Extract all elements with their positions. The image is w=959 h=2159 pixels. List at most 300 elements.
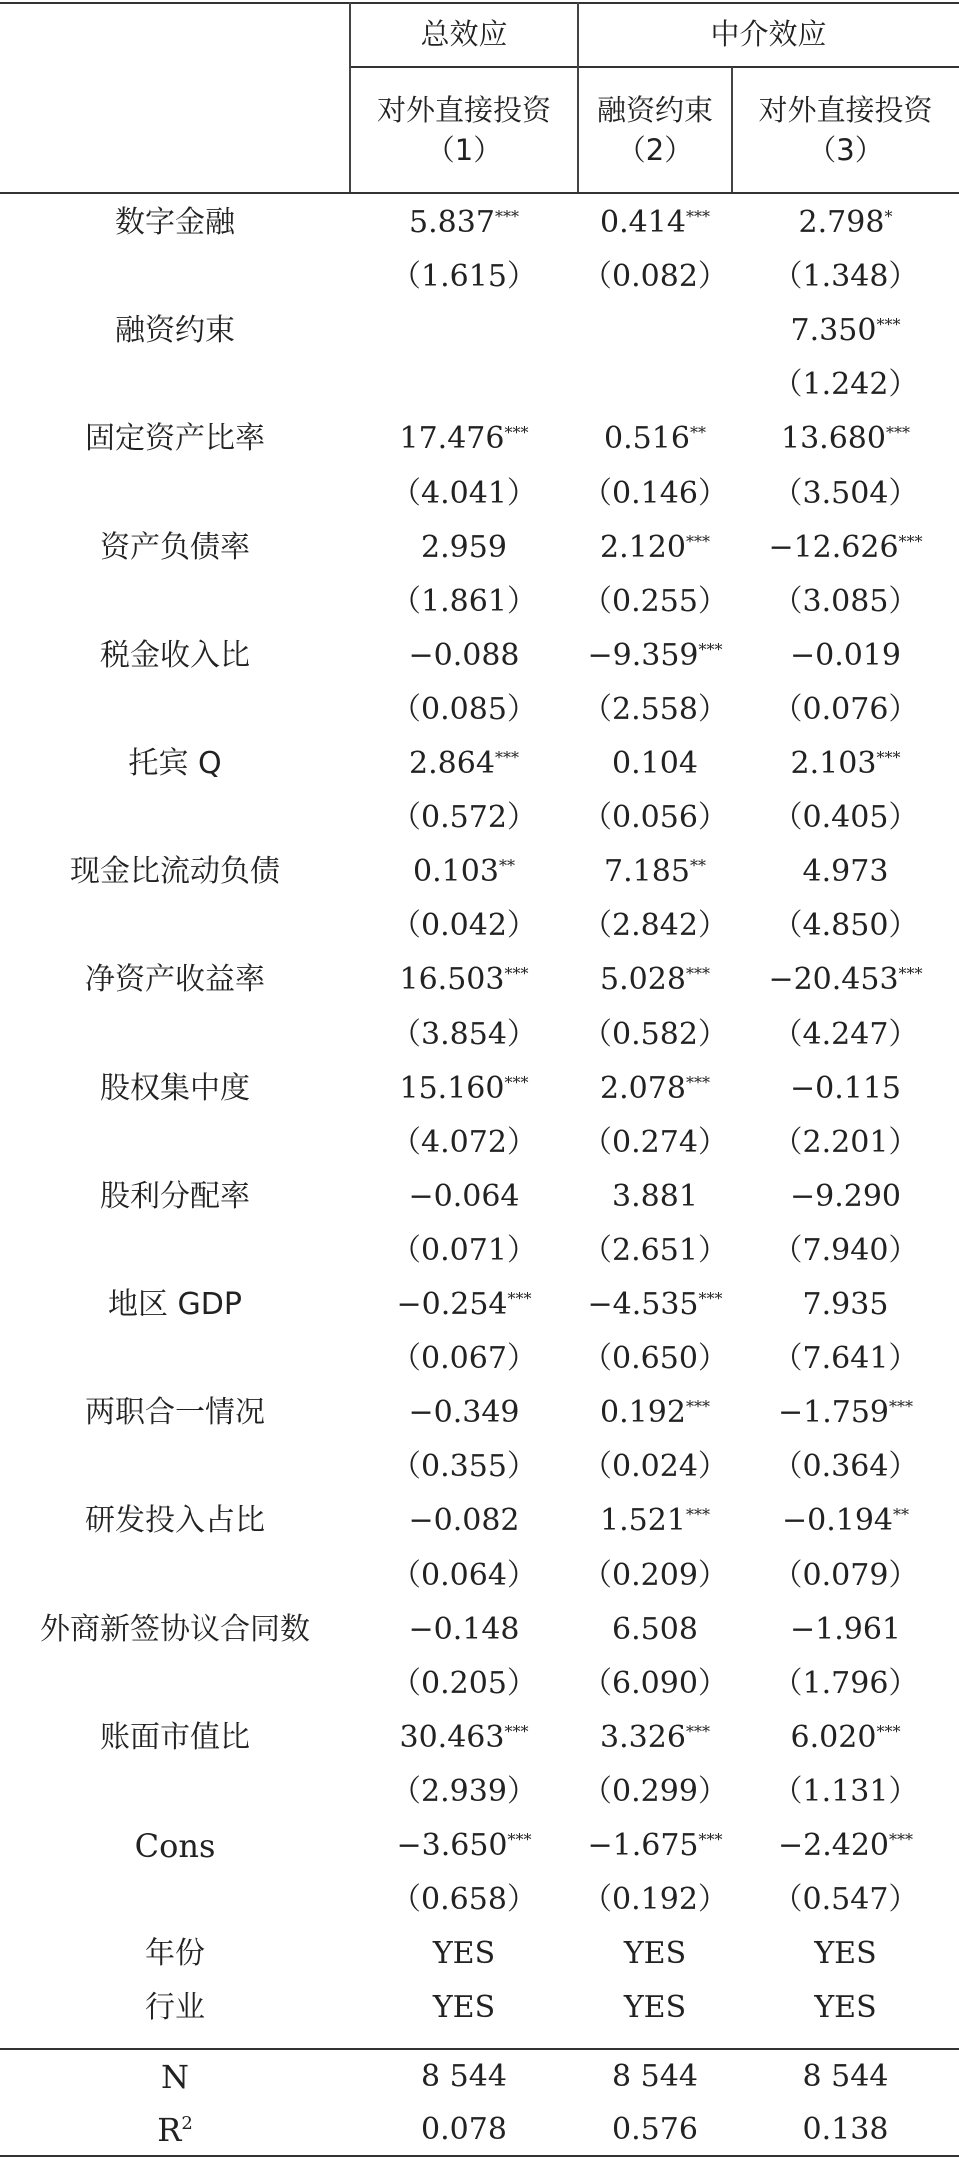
cell-col3-value: 8 544 xyxy=(802,2059,889,2094)
cell-col2-value: （2.842） xyxy=(582,908,728,944)
cell-col3 xyxy=(732,304,959,358)
cell-col2-value: 6.508 xyxy=(612,1611,698,1647)
cell-col1 xyxy=(350,1494,578,1548)
table-row xyxy=(0,304,959,358)
significance-stars: *** xyxy=(876,748,901,767)
cell-col3 xyxy=(732,1711,959,1765)
cell-col2-value: 0.576 xyxy=(612,2112,698,2147)
cell-col2-value: 8 544 xyxy=(612,2059,698,2094)
cell-col1 xyxy=(350,683,578,737)
table-row xyxy=(0,196,959,250)
cell-col2-value: （0.192） xyxy=(582,1882,728,1918)
cell-col3-value: 13.680 xyxy=(781,421,886,457)
cell-col1 xyxy=(350,791,578,845)
cell-col3-value: −12.626 xyxy=(768,529,899,565)
cell-col2 xyxy=(578,1008,732,1062)
significance-stars: *** xyxy=(685,1397,710,1417)
footer-row xyxy=(0,2103,959,2157)
cell-col2-value: （2.651） xyxy=(582,1232,728,1268)
table-row xyxy=(0,1981,959,2035)
cell-col1 xyxy=(350,629,578,683)
cell-col2-value: 0.414 xyxy=(600,205,686,240)
cell-col2 xyxy=(578,2050,732,2104)
cell-col1 xyxy=(350,1927,578,1981)
row-label: 研发投入占比 xyxy=(85,1503,265,1539)
significance-stars: *** xyxy=(504,1072,529,1092)
cell-col1 xyxy=(350,1603,578,1657)
cell-col1 xyxy=(350,737,578,791)
cell-col2 xyxy=(578,1062,732,1116)
cell-col3-value: −1.961 xyxy=(789,1611,902,1647)
header-col3-title: 对外直接投资 xyxy=(758,93,933,127)
cell-col2-value: −9.359 xyxy=(587,637,699,673)
cell-col3 xyxy=(732,1440,959,1494)
cell-col1-value: −0.349 xyxy=(408,1395,520,1431)
table-row xyxy=(0,1657,959,1711)
cell-col1 xyxy=(350,1981,578,2035)
row-label xyxy=(0,683,350,737)
cell-col1 xyxy=(350,2103,578,2157)
table-row xyxy=(0,953,959,1007)
cell-col1-value: 30.463 xyxy=(399,1719,505,1755)
cell-col1-value: −0.254 xyxy=(396,1287,508,1322)
cell-col2-value: （0.209） xyxy=(582,1557,728,1593)
cell-col2 xyxy=(578,791,732,845)
significance-stars: *** xyxy=(898,531,923,551)
row-label xyxy=(0,358,350,412)
cell-col3 xyxy=(732,358,959,412)
row-label: 净资产收益率 xyxy=(85,962,265,998)
cell-col3-value: −0.194 xyxy=(781,1503,894,1539)
table-row xyxy=(0,1711,959,1765)
cell-col2 xyxy=(578,1711,732,1765)
table-row xyxy=(0,358,959,412)
table-row xyxy=(0,791,959,845)
cell-col1 xyxy=(350,1549,578,1603)
cell-col3 xyxy=(732,1549,959,1603)
significance-stars: * xyxy=(884,207,893,226)
cell-col1 xyxy=(350,1008,578,1062)
significance-stars: *** xyxy=(876,1721,901,1741)
significance-stars: *** xyxy=(494,748,519,767)
cell-col3-value: 6.020 xyxy=(790,1719,877,1755)
header-sub-rule xyxy=(350,66,959,68)
cell-col2-value: 0.192 xyxy=(600,1395,686,1431)
row-label: 股权集中度 xyxy=(100,1070,250,1106)
cell-col1-value: （0.658） xyxy=(391,1882,537,1918)
cell-col2-value: （2.558） xyxy=(582,691,728,727)
significance-stars: ** xyxy=(689,423,706,443)
cell-col1 xyxy=(350,1765,578,1819)
significance-stars: ** xyxy=(893,1505,910,1525)
significance-stars: *** xyxy=(504,423,529,443)
footer-row xyxy=(0,2050,959,2104)
header-col2-number: （2） xyxy=(616,133,694,167)
cell-col1-value: 8 544 xyxy=(421,2059,507,2094)
cell-col2-value: （0.582） xyxy=(582,1016,728,1052)
row-label: 两职合一情况 xyxy=(85,1395,265,1431)
cell-col2 xyxy=(578,1603,732,1657)
row-label xyxy=(0,1549,350,1603)
cell-col2 xyxy=(578,899,732,953)
significance-stars: *** xyxy=(698,1830,723,1849)
significance-stars: *** xyxy=(685,1505,710,1525)
significance-stars: *** xyxy=(504,1721,529,1741)
cell-col3 xyxy=(732,845,959,899)
cell-col2 xyxy=(578,1278,732,1332)
significance-stars: *** xyxy=(507,1830,532,1849)
table-row xyxy=(0,250,959,304)
header-col3-number: （3） xyxy=(807,133,884,167)
cell-col1-value: 0.103 xyxy=(413,854,499,890)
cell-col2 xyxy=(578,1116,732,1170)
significance-stars: *** xyxy=(685,1721,710,1741)
cell-col2-value: （0.056） xyxy=(582,800,728,836)
row-label xyxy=(0,1440,350,1494)
row-label xyxy=(0,467,350,521)
cell-col2-value: （0.024） xyxy=(582,1449,728,1485)
cell-col1 xyxy=(350,1278,578,1332)
cell-col3 xyxy=(732,1981,959,2035)
table-row xyxy=(0,1170,959,1224)
row-label: 托宾 Q xyxy=(128,746,222,781)
cell-col1 xyxy=(350,899,578,953)
table-row xyxy=(0,1224,959,1278)
cell-col2-value: （6.090） xyxy=(582,1665,728,1701)
significance-stars: *** xyxy=(698,639,723,659)
cell-col2 xyxy=(578,467,732,521)
cell-col3-value: 7.935 xyxy=(802,1287,889,1322)
cell-col1 xyxy=(350,1819,578,1873)
row-label: 账面市值比 xyxy=(100,1719,250,1755)
row-label: 资产负债率 xyxy=(100,529,250,565)
cell-col1 xyxy=(350,1170,578,1224)
table-row xyxy=(0,1440,959,1494)
cell-col2-value: −4.535 xyxy=(587,1287,699,1322)
cell-col3-value: （4.850） xyxy=(772,908,919,944)
cell-col3-value: （0.547） xyxy=(772,1882,919,1918)
cell-col3 xyxy=(732,1332,959,1386)
cell-col3 xyxy=(732,737,959,791)
cell-col1-value: 15.160 xyxy=(399,1070,505,1106)
cell-col2 xyxy=(578,1224,732,1278)
cell-col2 xyxy=(578,1386,732,1440)
cell-col3 xyxy=(732,467,959,521)
cell-col2-value: 0.104 xyxy=(612,746,698,781)
table-row xyxy=(0,1765,959,1819)
cell-col1 xyxy=(350,1062,578,1116)
cell-col2 xyxy=(578,304,732,358)
cell-col1 xyxy=(350,1224,578,1278)
cell-col3-value: −20.453 xyxy=(768,962,899,998)
header-col1-title: 对外直接投资 xyxy=(376,93,551,127)
row-label xyxy=(0,1332,350,1386)
cell-col1-value: YES xyxy=(432,1936,496,1972)
cell-col3 xyxy=(732,1278,959,1332)
cell-col3 xyxy=(732,412,959,466)
significance-stars: *** xyxy=(494,207,519,226)
cell-col3-value: −2.420 xyxy=(777,1828,890,1863)
table-row xyxy=(0,467,959,521)
cell-col2 xyxy=(578,1494,732,1548)
significance-stars: *** xyxy=(698,1289,723,1308)
cell-col2 xyxy=(578,737,732,791)
cell-col2-value: （0.274） xyxy=(582,1124,728,1160)
row-label xyxy=(0,1657,350,1711)
cell-col1 xyxy=(350,2050,578,2104)
cell-col3 xyxy=(732,1657,959,1711)
cell-col3-value: （4.247） xyxy=(772,1016,919,1052)
cell-col2 xyxy=(578,1819,732,1873)
cell-col3 xyxy=(732,1494,959,1548)
table-row xyxy=(0,629,959,683)
row-label: 外商新签协议合同数 xyxy=(40,1611,310,1647)
cell-col1-value: 16.503 xyxy=(399,962,505,998)
significance-stars: *** xyxy=(885,423,910,443)
significance-stars: *** xyxy=(898,964,923,984)
cell-col1 xyxy=(350,1440,578,1494)
row-label xyxy=(0,1224,350,1278)
table-row xyxy=(0,1332,959,1386)
cell-col2 xyxy=(578,629,732,683)
row-label: 现金比流动负债 xyxy=(70,854,280,890)
cell-col3-value: −9.290 xyxy=(789,1178,902,1214)
cell-col3-value: （7.940） xyxy=(772,1232,919,1268)
table-row xyxy=(0,845,959,899)
significance-stars: *** xyxy=(685,1072,710,1092)
row-label: 融资约束 xyxy=(115,313,235,349)
row-label: 年份 xyxy=(145,1936,205,1972)
superscript: 2 xyxy=(181,2113,193,2134)
cell-col2 xyxy=(578,1549,732,1603)
cell-col3-value: （0.405） xyxy=(772,800,919,836)
top-rule xyxy=(0,2,959,4)
cell-col2-value: （0.082） xyxy=(582,259,728,295)
cell-col1-value: （2.939） xyxy=(391,1773,537,1809)
cell-col3 xyxy=(732,575,959,629)
significance-stars: *** xyxy=(889,1830,914,1849)
cell-col1-value: （1.861） xyxy=(391,583,537,619)
cell-col3 xyxy=(732,791,959,845)
cell-col1-value: 5.837 xyxy=(409,205,495,240)
cell-col2 xyxy=(578,521,732,575)
cell-col1 xyxy=(350,1116,578,1170)
cell-col1-value: 2.864 xyxy=(409,746,495,781)
table-row xyxy=(0,1494,959,1548)
significance-stars: *** xyxy=(685,207,710,226)
cell-col3-value: 2.103 xyxy=(790,746,877,781)
row-label xyxy=(0,1116,350,1170)
cell-col3 xyxy=(732,1603,959,1657)
cell-col3 xyxy=(732,683,959,737)
cell-col1-value: −0.088 xyxy=(408,637,520,673)
cell-col1 xyxy=(350,412,578,466)
cell-col2-value: 2.120 xyxy=(600,529,686,565)
cell-col1-value: （0.572） xyxy=(391,800,537,836)
row-label xyxy=(0,791,350,845)
table-row xyxy=(0,412,959,466)
significance-stars: ** xyxy=(689,856,706,876)
cell-col2-value: 5.028 xyxy=(600,962,686,998)
cell-col1 xyxy=(350,250,578,304)
cell-col3-value: 4.973 xyxy=(802,854,889,890)
cell-col2-value: 7.185 xyxy=(604,854,690,890)
cell-col3 xyxy=(732,899,959,953)
cell-col3 xyxy=(732,196,959,250)
row-label: 股利分配率 xyxy=(100,1178,250,1214)
cell-col1-value: −3.650 xyxy=(396,1828,508,1863)
cell-col2-value: （0.146） xyxy=(582,475,728,511)
cell-col1-value: （0.042） xyxy=(391,908,537,944)
cell-col1 xyxy=(350,358,578,412)
cell-col3 xyxy=(732,1765,959,1819)
cell-col1-value: −0.148 xyxy=(408,1611,520,1647)
significance-stars: *** xyxy=(504,964,529,984)
row-label: 税金收入比 xyxy=(100,637,250,673)
table-row xyxy=(0,1116,959,1170)
cell-col3 xyxy=(732,1008,959,1062)
cell-col1-value: （0.085） xyxy=(391,691,537,727)
table-row xyxy=(0,1549,959,1603)
cell-col2 xyxy=(578,1170,732,1224)
table-row xyxy=(0,1819,959,1873)
cell-col2 xyxy=(578,575,732,629)
cell-col3 xyxy=(732,1819,959,1873)
table-row xyxy=(0,899,959,953)
row-label xyxy=(0,1765,350,1819)
cell-col2 xyxy=(578,1332,732,1386)
cell-col1-value: （0.067） xyxy=(391,1341,537,1377)
cell-col2-value: YES xyxy=(623,1990,687,2026)
row-label xyxy=(0,575,350,629)
cell-col2 xyxy=(578,1981,732,2035)
table-row xyxy=(0,1386,959,1440)
cell-col1-value: （4.072） xyxy=(391,1124,537,1160)
table-row xyxy=(0,737,959,791)
cell-col3-value: （1.242） xyxy=(772,367,919,403)
cell-col3-value: 0.138 xyxy=(802,2112,889,2147)
cell-col3-value: （0.079） xyxy=(772,1557,919,1593)
cell-col3 xyxy=(732,1170,959,1224)
cell-col1-value: （0.071） xyxy=(391,1232,537,1268)
table-row xyxy=(0,1603,959,1657)
cell-col3-value: （0.076） xyxy=(772,691,919,727)
significance-stars: *** xyxy=(685,531,710,551)
table-row xyxy=(0,1873,959,1927)
row-label: Cons xyxy=(134,1827,216,1865)
cell-col2-value: −1.675 xyxy=(587,1828,699,1863)
cell-col1 xyxy=(350,1711,578,1765)
significance-stars: *** xyxy=(876,315,901,335)
cell-col2 xyxy=(578,1657,732,1711)
cell-col1 xyxy=(350,521,578,575)
cell-col1-value: 0.078 xyxy=(421,2112,507,2147)
row-label: 行业 xyxy=(145,1990,205,2026)
cell-col1 xyxy=(350,575,578,629)
cell-col3 xyxy=(732,1062,959,1116)
cell-col2 xyxy=(578,1440,732,1494)
cell-col2-value: 0.516 xyxy=(604,421,690,457)
cell-col1-value: YES xyxy=(432,1990,496,2026)
cell-col2 xyxy=(578,1873,732,1927)
cell-col1-value: （4.041） xyxy=(391,475,537,511)
significance-stars: *** xyxy=(507,1289,532,1308)
cell-col3-value: −0.019 xyxy=(789,637,902,673)
header-mediation-effect: 中介效应 xyxy=(710,17,827,51)
cell-col3 xyxy=(732,521,959,575)
cell-col1-value: 17.476 xyxy=(399,421,505,457)
cell-col1 xyxy=(350,1873,578,1927)
cell-col2 xyxy=(578,250,732,304)
row-label xyxy=(0,250,350,304)
cell-col1 xyxy=(350,467,578,521)
cell-col2 xyxy=(578,2103,732,2157)
table-row xyxy=(0,683,959,737)
cell-col3 xyxy=(732,629,959,683)
cell-col3-value: （0.364） xyxy=(772,1449,919,1485)
table-row xyxy=(0,1278,959,1332)
cell-col2-value: （0.255） xyxy=(582,583,728,619)
row-label xyxy=(0,1873,350,1927)
cell-col2 xyxy=(578,683,732,737)
row-label: $R^2$ xyxy=(157,2111,193,2149)
row-label: 固定资产比率 xyxy=(85,421,265,457)
cell-col3-value: −1.759 xyxy=(777,1395,890,1431)
cell-col3-value: （1.131） xyxy=(772,1773,919,1809)
cell-col3-value: （2.201） xyxy=(772,1124,919,1160)
cell-col2-value: 2.078 xyxy=(600,1070,686,1106)
header-rule xyxy=(0,192,959,194)
cell-col2 xyxy=(578,412,732,466)
cell-col2-value: 3.326 xyxy=(600,1719,686,1755)
cell-col1-value: （3.854） xyxy=(391,1016,537,1052)
cell-col3-value: （1.348） xyxy=(772,259,919,295)
table-row xyxy=(0,521,959,575)
cell-col2-value: 1.521 xyxy=(600,1503,686,1539)
cell-col3 xyxy=(732,2050,959,2104)
row-label: N xyxy=(161,2058,189,2096)
cell-col1 xyxy=(350,845,578,899)
header-col1-number: （1） xyxy=(425,133,503,167)
cell-col2 xyxy=(578,953,732,1007)
cell-col2 xyxy=(578,845,732,899)
cell-col3 xyxy=(732,1873,959,1927)
cell-col1-value: 2.959 xyxy=(421,529,507,565)
cell-col1 xyxy=(350,1332,578,1386)
cell-col1 xyxy=(350,304,578,358)
row-label: 数字金融 xyxy=(115,205,235,240)
header-total-effect: 总效应 xyxy=(420,17,508,51)
cell-col1 xyxy=(350,196,578,250)
significance-stars: *** xyxy=(889,1397,914,1417)
cell-col3-value: YES xyxy=(814,1936,877,1972)
table-row xyxy=(0,1008,959,1062)
cell-col3-value: （7.641） xyxy=(772,1341,919,1377)
cell-col2 xyxy=(578,196,732,250)
cell-col2-value: YES xyxy=(623,1936,687,1972)
cell-col1 xyxy=(350,953,578,1007)
cell-col2 xyxy=(578,1765,732,1819)
row-label xyxy=(0,1008,350,1062)
row-label xyxy=(0,899,350,953)
cell-col3 xyxy=(732,1927,959,1981)
header-col2-title: 融资约束 xyxy=(596,93,713,127)
cell-col3 xyxy=(732,1224,959,1278)
cell-col1-value: （0.355） xyxy=(391,1449,537,1485)
cell-col1 xyxy=(350,1386,578,1440)
cell-col3 xyxy=(732,250,959,304)
cell-col1-value: （1.615） xyxy=(391,259,537,295)
